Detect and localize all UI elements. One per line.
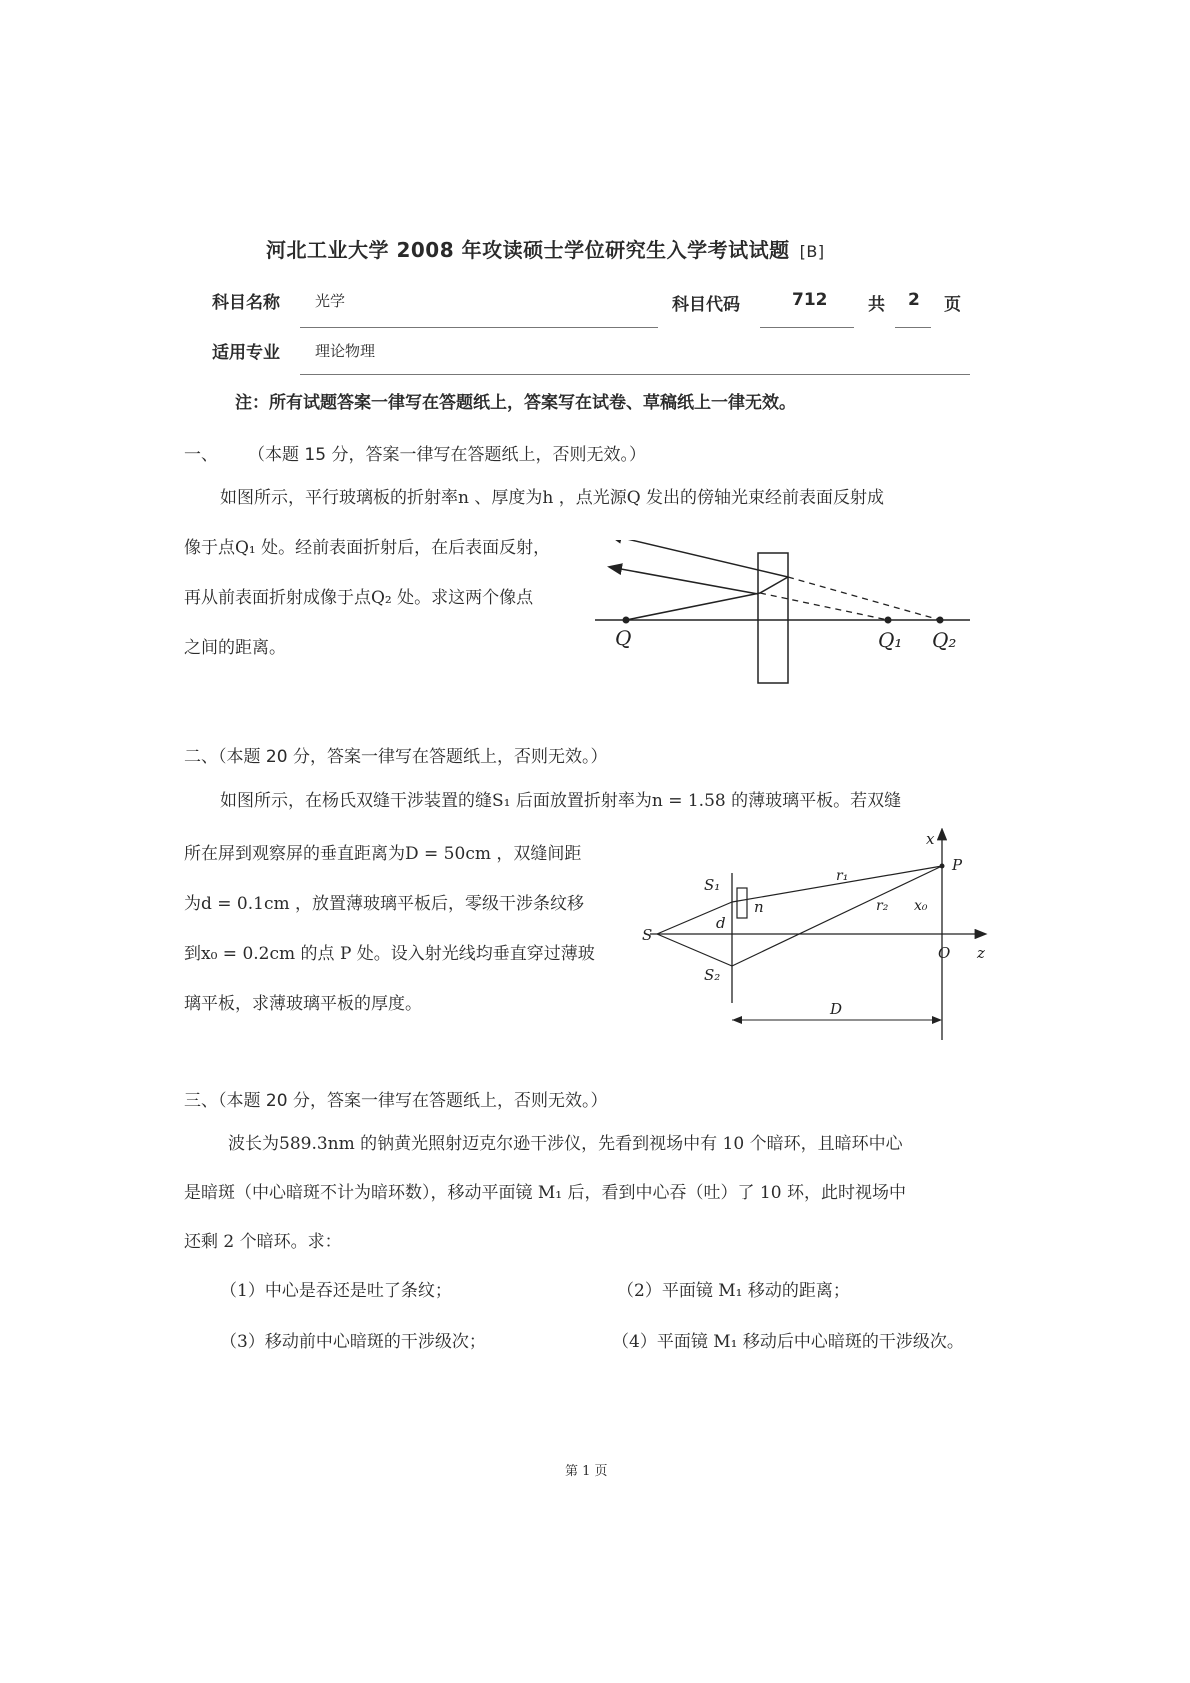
q1-label-q: Q [615, 626, 632, 650]
exam-title: 河北工业大学 2008 年攻读硕士学位研究生入学考试试题 [266, 238, 790, 262]
q3-sub4: （4）平面镜 M₁ 移动后中心暗斑的干涉级次。 [612, 1332, 964, 1352]
q1-line1: 如图所示，平行玻璃板的折射率n 、厚度为h ，点光源Q 发出的傍轴光束经前表面反射成 [220, 488, 885, 508]
code-underline [760, 327, 854, 328]
q2-label-d: d [716, 914, 726, 932]
q2-label-n: n [754, 898, 764, 916]
subject-underline [300, 327, 658, 328]
q3-sub3: （3）移动前中心暗斑的干涉级次； [220, 1332, 486, 1352]
total-underline [895, 327, 931, 328]
q2-label-x0: x₀ [914, 898, 928, 914]
q1-heading: 一、 [184, 445, 218, 465]
q3-line1: 波长为589.3nm 的钠黄光照射迈克尔逊干涉仪，先看到视场中有 10 个暗环，且暗环中心 [228, 1134, 903, 1154]
q2-point-p [940, 864, 945, 869]
q1-label-q1: Q₁ [878, 628, 903, 652]
major-value: 理论物理 [315, 342, 376, 360]
exam-note: 注：所有试题答案一律写在答题纸上，答案写在试卷、草稿纸上一律无效。 [235, 393, 796, 413]
q2-line3: 为d = 0.1cm ，放置薄玻璃平板后，零级干涉条纹移 [184, 894, 585, 914]
paper-version: [B] [799, 242, 825, 261]
q2-label-o: O [938, 944, 951, 962]
subject-value: 光学 [315, 292, 346, 310]
q2-label-x: x [926, 830, 935, 848]
major-label: 适用专业 [212, 343, 280, 363]
q1-line2: 像于点Q₁ 处。经前表面折射后，在后表面反射， [184, 538, 551, 558]
q2-figure [640, 828, 1000, 1048]
q1-point-q1 [885, 617, 892, 624]
page-unit: 页 [944, 295, 961, 315]
total-label: 共 [868, 295, 885, 315]
q2-label-s1: S₁ [704, 876, 721, 894]
q1-instruction: （本题 15 分，答案一律写在答题纸上，否则无效。） [248, 445, 646, 465]
q2-label-s2: S₂ [704, 966, 721, 984]
q1-reflected-ray-front [610, 567, 758, 594]
total-pages: 2 [908, 290, 920, 310]
code-value: 712 [792, 290, 828, 310]
page-number: 第 1 页 [565, 1464, 608, 1479]
q2-line1: 如图所示，在杨氏双缝干涉装置的缝S₁ 后面放置折射率为n = 1.58 的薄玻璃平板。若双缝 [220, 791, 902, 811]
q2-glass-plate [737, 888, 747, 918]
q2-label-r2: r₂ [876, 898, 889, 914]
q1-dashed-q1 [760, 593, 888, 620]
q1-dashed-q2 [788, 577, 940, 620]
q2-ray-s-s2 [657, 934, 732, 966]
page-title [266, 234, 825, 263]
q1-point-q [623, 617, 630, 624]
q3-line3: 还剩 2 个暗环。求： [184, 1232, 342, 1252]
q2-line2: 所在屏到观察屏的垂直距离为D = 50cm ，双缝间距 [184, 844, 582, 864]
q1-line4: 之间的距离。 [184, 638, 286, 658]
q2-line4: 到x₀ = 0.2cm 的点 P 处。设入射光线均垂直穿过薄玻 [184, 944, 595, 964]
code-label: 科目代码 [672, 295, 740, 315]
q1-figure [590, 540, 990, 700]
q2-label-s: S [642, 926, 653, 944]
q1-label-q2: Q₂ [932, 628, 957, 652]
q1-line3: 再从前表面折射成像于点Q₂ 处。求这两个像点 [184, 588, 534, 608]
q2-label-p: P [952, 856, 963, 874]
q3-sub2: （2）平面镜 M₁ 移动的距离； [617, 1281, 850, 1301]
q1-incident-ray [626, 593, 760, 620]
major-underline [300, 374, 970, 375]
q3-line2: 是暗斑（中心暗斑不计为暗环数），移动平面镜 M₁ 后，看到中心吞（吐）了 10 环，此时视场中 [184, 1183, 906, 1203]
q1-point-q2 [937, 617, 944, 624]
q2-label-r1: r₁ [836, 868, 849, 884]
q3-sub1: （1）中心是吞还是吐了条纹； [220, 1281, 452, 1301]
q2-line5: 璃平板，求薄玻璃平板的厚度。 [184, 994, 422, 1014]
q2-label-z: z [977, 944, 985, 962]
q1-refracted-ray [760, 577, 788, 593]
q2-label-d-dist: D [830, 1000, 843, 1018]
q1-glass-plate [758, 553, 788, 683]
q3-heading: 三、（本题 20 分，答案一律写在答题纸上，否则无效。） [184, 1091, 608, 1111]
q2-heading: 二、（本题 20 分，答案一律写在答题纸上，否则无效。） [184, 747, 608, 767]
subject-label: 科目名称 [212, 293, 280, 313]
